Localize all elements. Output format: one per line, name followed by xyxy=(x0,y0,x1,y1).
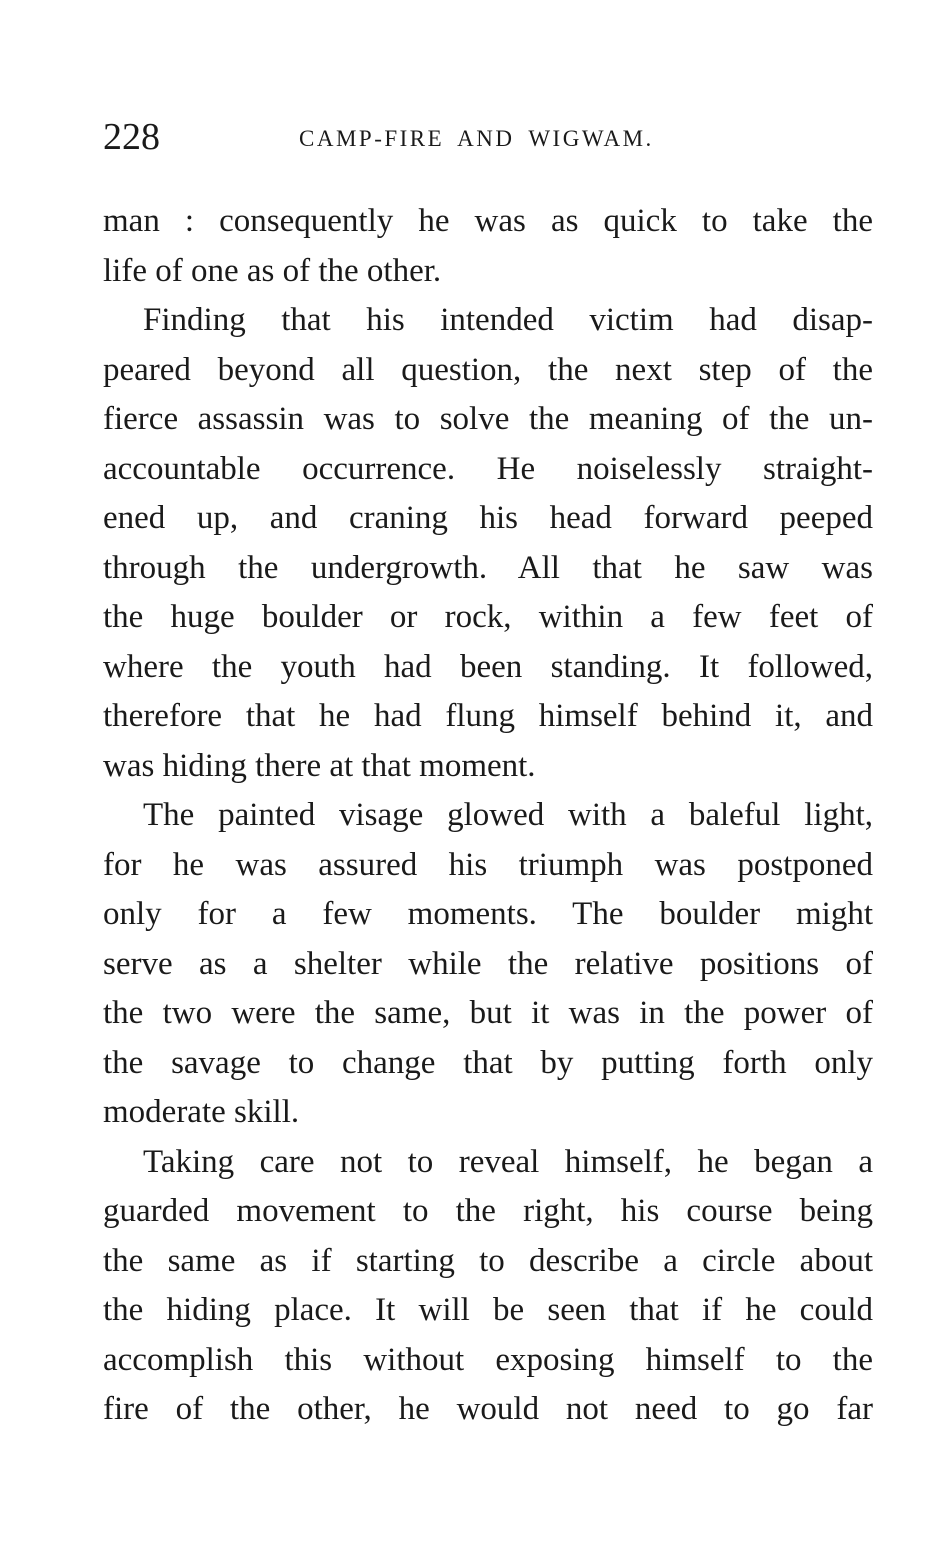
text-line: therefore that he had flung himself behind it, and xyxy=(103,698,873,734)
text-line: man : consequently he was as quick to take the xyxy=(103,203,873,239)
paragraph xyxy=(103,296,873,791)
text-line: ened up, and craning his head forward peeped xyxy=(103,500,873,536)
body-text xyxy=(103,197,873,1435)
text-line: fierce assassin was to solve the meaning of the un- xyxy=(103,401,873,437)
paragraph xyxy=(103,1138,873,1435)
text-line: was hiding there at that moment. xyxy=(103,747,536,784)
running-head xyxy=(103,112,873,162)
text-line: accomplish this without exposing himself to the xyxy=(103,1341,873,1378)
text-line: where the youth had been standing. It followed, xyxy=(103,648,873,685)
text-line: the huge boulder or rock, within a few feet of xyxy=(103,599,873,635)
text-line: through the undergrowth. All that he saw was xyxy=(103,549,873,586)
text-line: Finding that his intended victim had disap- xyxy=(143,302,873,338)
text-line: the savage to change that by putting forth only xyxy=(103,1044,873,1081)
text-line: accountable occurrence. He noiselessly straight- xyxy=(103,450,873,487)
text-line: Taking care not to reveal himself, he began a xyxy=(143,1143,873,1180)
text-line: life of one as of the other. xyxy=(103,252,442,289)
paragraph xyxy=(103,197,873,296)
text-line: only for a few moments. The boulder might xyxy=(103,896,873,932)
text-line: fire of the other, he would not need to go far xyxy=(103,1391,873,1427)
page-number: 228 xyxy=(103,116,160,158)
paragraph xyxy=(103,791,873,1138)
text-line: the hiding place. It will be seen that if he could xyxy=(103,1292,873,1328)
running-title: CAMP-FIRE AND WIGWAM. xyxy=(299,126,654,151)
text-line: moderate skill. xyxy=(103,1094,300,1130)
text-line: guarded movement to the right, his course being xyxy=(103,1193,873,1229)
text-line: The painted visage glowed with a baleful light, xyxy=(143,797,873,833)
text-line: peared beyond all question, the next step of the xyxy=(103,351,873,388)
text-line: the two were the same, but it was in the power of xyxy=(103,995,873,1031)
text-line: the same as if starting to describe a circle about xyxy=(103,1242,873,1279)
text-line: for he was assured his triumph was postponed xyxy=(103,846,873,883)
text-line: serve as a shelter while the relative positions of xyxy=(103,945,873,982)
